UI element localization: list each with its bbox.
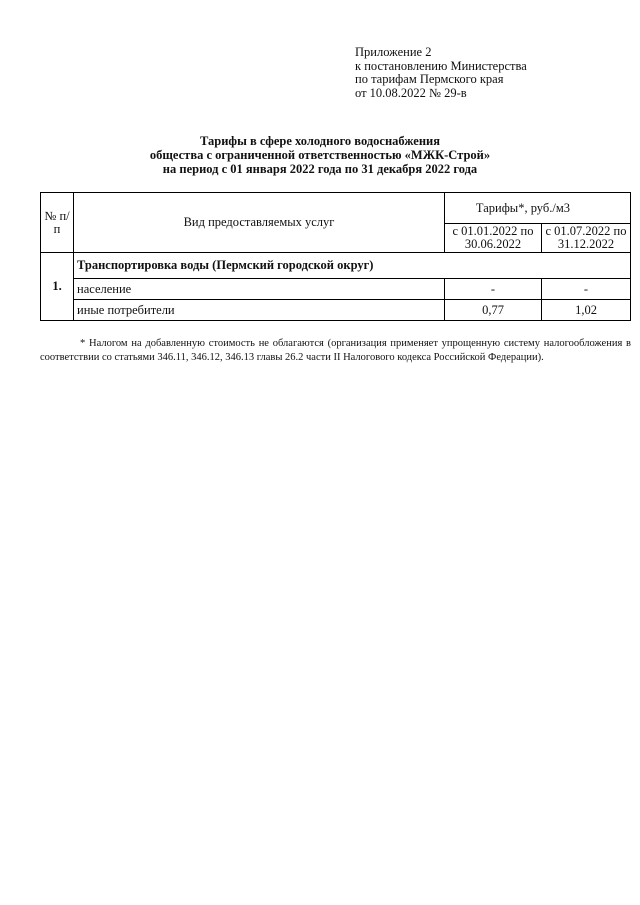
- row-value-period-2: -: [542, 279, 631, 300]
- header-period-2: с 01.07.2022 по 31.12.2022: [542, 224, 631, 253]
- title-line-3: на период с 01 января 2022 года по 31 декабря 2022 года: [162, 162, 478, 176]
- appendix-line-2: к постановлению Министерства: [355, 58, 527, 73]
- appendix-line-1: Приложение 2: [355, 45, 432, 59]
- title-line-1: Тарифы в сфере холодного водоснабжения: [199, 134, 440, 148]
- appendix-header: [355, 46, 527, 100]
- row-name: население: [74, 279, 445, 300]
- appendix-line-3: по тарифам Пермского края: [355, 72, 504, 86]
- header-period-1: с 01.01.2022 по 30.06.2022: [445, 224, 542, 253]
- row-value-period-1: -: [445, 279, 542, 300]
- table-row: [41, 279, 631, 300]
- footnote: * Налогом на добавленную стоимость не облагаются (организация применяет упрощенную систему налогообложения в соответствии со статьями 346.11, 346.12, 346.13 главы 26.2 части II Налогового кодекса Российской Федерации).: [40, 338, 631, 363]
- header-tariffs: Тарифы*, руб./м3: [445, 193, 631, 224]
- appendix-line-4: от 10.08.2022 № 29-в: [355, 85, 467, 100]
- header-service: Вид предоставляемых услуг: [74, 193, 445, 253]
- row-value-period-1: 0,77: [445, 300, 542, 321]
- document-title: [0, 134, 640, 176]
- tariff-table: [40, 192, 631, 321]
- table-row: [41, 300, 631, 321]
- title-line-2: общества с ограниченной ответственностью «МЖК-Строй»: [149, 148, 491, 162]
- group-name: Транспортировка воды (Пермский городской округ): [74, 253, 631, 279]
- row-value-period-2: 1,02: [542, 300, 631, 321]
- header-number: № п/п: [41, 193, 74, 253]
- group-number: 1.: [41, 253, 74, 321]
- row-name: иные потребители: [74, 300, 445, 321]
